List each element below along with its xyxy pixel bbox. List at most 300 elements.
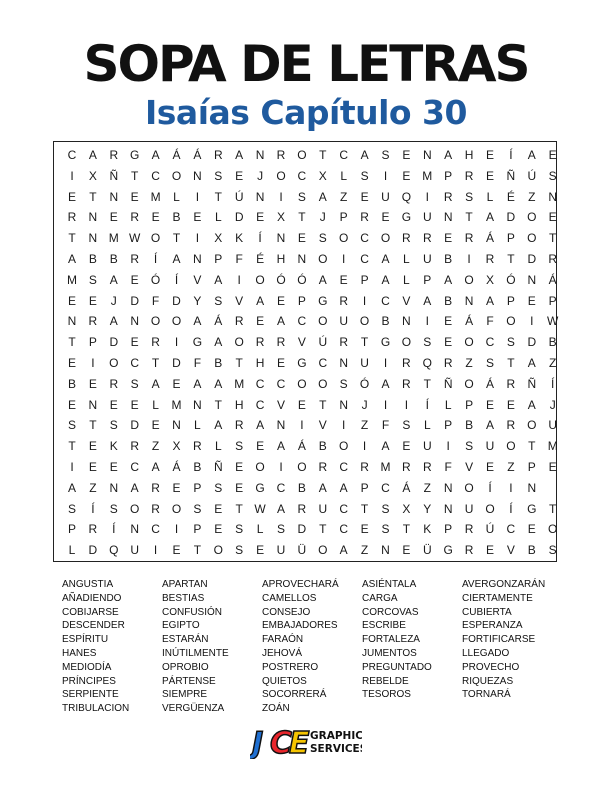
grid-letter: A [485, 418, 494, 433]
grid-letter: S [506, 335, 515, 350]
word-list-item: CONSEJO [262, 606, 311, 618]
grid-letter: E [402, 543, 411, 558]
grid-letter: A [276, 314, 285, 329]
grid-letter: G [130, 148, 140, 162]
grid-letter: A [381, 252, 390, 266]
grid-letter: H [464, 148, 474, 162]
word-list-item: COBIJARSE [62, 606, 119, 618]
grid-letter: C [506, 522, 516, 537]
grid-letter: Í [174, 272, 179, 287]
grid-letter: C [255, 376, 265, 391]
grid-letter: Á [485, 376, 494, 391]
grid-letter: Ñ [443, 376, 453, 391]
grid-letter: C [151, 522, 160, 537]
grid-letter: E [381, 210, 390, 225]
word-list-item: REBELDE [362, 675, 409, 687]
grid-letter: A [339, 480, 348, 495]
grid-letter: L [340, 168, 348, 183]
grid-letter: Ó [297, 272, 307, 287]
grid-letter: Z [507, 460, 515, 474]
grid-letter: O [464, 335, 474, 350]
grid-letter: Y [193, 293, 202, 308]
grid-letter: E [193, 210, 202, 225]
grid-letter: E [360, 189, 369, 204]
grid-letter: Í [91, 501, 95, 516]
grid-letter: N [339, 397, 349, 412]
grid-letter: É [506, 189, 515, 204]
grid-letter: E [548, 210, 557, 225]
word-list-item: CUBIERTA [462, 606, 512, 618]
logo-letter-c: C [270, 726, 293, 759]
grid-letter: I [509, 480, 513, 495]
word-list-item: ESPERANZA [462, 620, 523, 632]
word-list-item: ASIÉNTALA [362, 579, 417, 590]
grid-letter: V [506, 543, 515, 558]
grid-letter: P [506, 231, 515, 246]
word-list-item: OPROBIO [162, 661, 209, 673]
word-list-item: POSTRERO [262, 661, 319, 673]
grid-letter: E [444, 335, 453, 350]
grid-letter: L [403, 252, 410, 266]
word-list-item: CARGA [362, 592, 398, 604]
grid-letter: A [214, 272, 223, 287]
grid-letter: I [362, 293, 367, 308]
grid-letter: G [443, 543, 453, 558]
grid-letter: U [464, 501, 474, 516]
grid-letter: A [130, 480, 139, 495]
grid-letter: E [485, 397, 494, 412]
grid-letter: A [109, 314, 118, 329]
grid-letter: N [339, 356, 349, 370]
grid-letter: A [423, 293, 432, 308]
grid-letter: O [276, 168, 286, 183]
grid-letter: R [88, 314, 98, 329]
grid-letter: S [381, 522, 390, 537]
grid-letter: R [297, 501, 307, 516]
grid-letter: S [214, 480, 223, 495]
grid-letter: F [193, 356, 202, 370]
grid-letter: E [67, 356, 76, 370]
grid-letter: E [130, 272, 139, 287]
grid-letter: G [297, 356, 307, 370]
grid-letter: E [256, 439, 265, 454]
grid-letter: P [360, 272, 369, 287]
grid-letter: O [548, 522, 558, 537]
grid-letter: N [109, 189, 119, 204]
grid-letter: R [151, 335, 160, 350]
grid-letter: R [339, 293, 349, 308]
grid-letter: L [173, 189, 180, 204]
grid-letter: I [425, 314, 429, 329]
grid-row [54, 187, 556, 207]
grid-letter: I [195, 231, 200, 246]
grid-letter: Z [151, 439, 160, 454]
grid-letter: O [527, 418, 537, 433]
grid-letter: V [465, 460, 474, 474]
grid-letter: S [67, 418, 76, 433]
grid-letter: U [339, 314, 349, 329]
grid-letter: X [88, 168, 97, 183]
grid-letter: I [446, 439, 450, 454]
grid-letter: C [276, 376, 286, 391]
grid-letter: U [422, 252, 432, 266]
grid-letter: R [67, 210, 77, 225]
grid-letter: N [130, 522, 140, 537]
grid-row [54, 353, 556, 373]
grid-letter: C [360, 231, 369, 246]
grid-letter: E [297, 397, 306, 412]
grid-letter: S [235, 543, 244, 558]
grid-letter: A [109, 272, 118, 287]
grid-letter: B [527, 543, 536, 558]
grid-letter: E [235, 460, 244, 474]
grid-letter: D [109, 335, 119, 350]
grid-letter: O [527, 210, 537, 225]
grid-letter: R [213, 148, 223, 162]
grid-letter: O [109, 356, 119, 370]
grid-letter: L [256, 522, 264, 537]
grid-row [54, 395, 556, 415]
grid-letter: Í [153, 252, 158, 266]
grid-letter: M [171, 397, 182, 412]
grid-letter: E [485, 460, 494, 474]
grid-letter: E [88, 293, 97, 308]
grid-letter: E [402, 168, 411, 183]
grid-letter: I [383, 397, 388, 412]
grid-letter: Ú [318, 335, 328, 350]
grid-letter: G [318, 293, 328, 308]
grid-letter: J [361, 397, 368, 412]
grid-letter: J [319, 210, 326, 225]
grid-letter: R [464, 231, 474, 246]
grid-letter: S [67, 501, 76, 516]
grid-letter: R [464, 543, 474, 558]
grid-letter: K [423, 522, 432, 537]
grid-letter: Z [465, 356, 473, 370]
grid-row [54, 145, 556, 165]
grid-letter: S [485, 356, 494, 370]
grid-letter: E [88, 439, 97, 454]
grid-letter: I [467, 252, 471, 266]
grid-letter: A [318, 189, 327, 204]
grid-letter: B [88, 252, 97, 266]
grid-letter: A [214, 335, 223, 350]
grid-letter: O [485, 501, 495, 516]
grid-letter: E [172, 543, 181, 558]
grid-letter: E [214, 501, 223, 516]
grid-letter: X [276, 210, 285, 225]
grid-letter: A [256, 293, 265, 308]
grid-letter: I [530, 314, 534, 329]
grid-letter: F [444, 460, 452, 474]
grid-letter: Í [425, 397, 429, 412]
grid-letter: Í [509, 148, 513, 162]
word-list-item: JEHOVÁ [262, 648, 303, 659]
grid-letter: R [548, 252, 558, 266]
grid-letter: S [235, 522, 244, 537]
grid-letter: M [67, 272, 77, 287]
grid-letter: O [318, 543, 328, 558]
grid-letter: R [360, 210, 369, 225]
grid-letter: A [527, 356, 536, 370]
grid-letter: Ñ [109, 168, 119, 183]
grid-letter: A [381, 272, 390, 287]
grid-letter: Q [422, 356, 432, 370]
grid-letter: M [380, 460, 391, 474]
grid-letter: O [401, 335, 412, 350]
grid-letter: E [402, 148, 411, 162]
grid-letter: I [70, 168, 74, 183]
grid-letter: R [464, 522, 474, 537]
grid-letter: G [380, 335, 391, 350]
grid-letter: D [506, 210, 516, 225]
grid-letter: I [383, 356, 388, 370]
grid-letter: D [234, 210, 244, 225]
grid-letter: A [88, 148, 97, 162]
grid-letter: E [172, 480, 181, 495]
grid-letter: L [214, 210, 222, 225]
grid-row [54, 457, 556, 477]
grid-letter: W [254, 501, 266, 516]
grid-letter: R [130, 210, 140, 225]
grid-letter: S [88, 272, 97, 287]
grid-letter: Ú [485, 522, 495, 537]
grid-letter: I [342, 252, 346, 266]
grid-letter: L [194, 418, 201, 433]
grid-letter: T [319, 522, 327, 537]
grid-letter: N [88, 397, 98, 412]
grid-letter: R [318, 460, 328, 474]
grid-letter: R [339, 335, 349, 350]
grid-letter: E [88, 460, 97, 474]
grid-letter: Á [465, 314, 474, 329]
grid-letter: U [422, 439, 432, 454]
grid-letter: T [549, 231, 557, 246]
grid-letter: M [234, 376, 245, 391]
grid-letter: P [527, 460, 536, 474]
grid-letter: S [381, 501, 390, 516]
grid-letter: R [151, 480, 160, 495]
word-list-item: ESCRIBE [362, 620, 406, 632]
grid-letter: N [88, 210, 98, 225]
grid-letter: R [485, 252, 495, 266]
grid-letter: H [234, 397, 244, 412]
grid-letter: U [381, 189, 390, 204]
grid-letter: N [402, 314, 411, 329]
grid-letter: K [109, 439, 118, 454]
grid-letter: B [548, 335, 557, 350]
grid-letter: S [402, 418, 411, 433]
grid-letter: O [318, 376, 328, 391]
grid-letter: B [381, 314, 390, 329]
grid-letter: J [549, 397, 556, 412]
grid-letter: E [527, 522, 536, 537]
grid-letter: D [130, 418, 140, 433]
grid-letter: E [548, 148, 557, 162]
grid-letter: U [318, 501, 328, 516]
grid-letter: O [359, 314, 370, 329]
grid-letter: I [195, 189, 200, 204]
grid-letter: N [130, 314, 140, 329]
grid-letter: I [300, 418, 304, 433]
grid-letter: O [171, 168, 182, 183]
word-list-item: FORTALEZA [362, 634, 420, 646]
grid-letter: O [380, 231, 391, 246]
grid-letter: T [507, 252, 515, 266]
word-list-item: FORTIFICARSE [462, 634, 536, 646]
word-list-item: RIQUEZAS [462, 675, 514, 687]
grid-letter: R [360, 460, 369, 474]
grid-letter: N [67, 314, 77, 329]
word-list-item: ESTARÁN [162, 634, 209, 646]
grid-letter: E [485, 168, 494, 183]
grid-letter: Ñ [213, 460, 223, 474]
grid-letter: E [130, 189, 139, 204]
grid-letter: E [172, 376, 181, 391]
grid-letter: G [401, 210, 412, 225]
grid-letter: O [339, 231, 349, 246]
grid-letter: G [255, 480, 265, 495]
grid-letter: U [276, 543, 286, 558]
grid-letter: U [130, 543, 140, 558]
grid-letter: T [528, 439, 536, 454]
grid-letter: C [339, 522, 349, 537]
grid-letter: R [443, 356, 453, 370]
grid-letter: A [485, 293, 494, 308]
grid-letter: C [255, 397, 265, 412]
grid-letter: Z [340, 189, 348, 204]
grid-row [54, 166, 556, 186]
grid-row [54, 499, 556, 519]
grid-letter: T [89, 418, 97, 433]
grid-letter: S [235, 439, 244, 454]
grid-letter: E [130, 397, 139, 412]
grid-letter: O [506, 439, 516, 454]
word-list-item: PÁRTENSE [162, 675, 216, 687]
grid-letter: E [256, 314, 265, 329]
grid-letter: N [193, 252, 202, 266]
word-list-item: QUIETOS [262, 675, 307, 687]
grid-letter: F [235, 252, 243, 266]
grid-letter: Á [402, 480, 411, 495]
grid-letter: F [486, 314, 494, 329]
grid-letter: W [129, 231, 141, 246]
grid-letter: O [339, 439, 349, 454]
grid-letter: T [151, 356, 160, 370]
grid-letter: C [381, 480, 390, 495]
grid-row [54, 228, 556, 248]
grid-letter: A [256, 418, 265, 433]
grid-letter: T [423, 376, 431, 391]
word-list-item: SIEMPRE [162, 689, 208, 701]
grid-letter: W [547, 314, 559, 329]
grid-letter: Ó [276, 272, 286, 287]
grid-letter: T [68, 231, 76, 246]
grid-letter: O [234, 335, 244, 350]
word-list-item: FARAÓN [262, 634, 304, 646]
grid-letter: M [150, 189, 161, 204]
logo-mark [250, 723, 362, 759]
word-list-item: VERGÜENZA [162, 703, 225, 715]
grid-letter: Z [528, 189, 536, 204]
grid-letter: E [67, 397, 76, 412]
grid-letter: E [235, 168, 244, 183]
grid-letter: N [548, 189, 558, 204]
grid-letter: T [172, 231, 181, 246]
grid-letter: N [255, 148, 265, 162]
grid-row [54, 415, 556, 435]
grid-letter: I [362, 439, 367, 454]
grid-letter: S [297, 189, 306, 204]
grid-letter: L [214, 439, 222, 454]
grid-letter: R [234, 418, 244, 433]
grid-letter: O [318, 252, 328, 266]
grid-letter: A [381, 376, 390, 391]
grid-letter: T [465, 210, 473, 225]
grid-letter: Á [214, 314, 223, 329]
grid-letter: S [360, 168, 369, 183]
grid-letter: A [193, 376, 202, 391]
grid-letter: R [234, 314, 244, 329]
grid-letter: T [235, 356, 243, 370]
grid-letter: Z [423, 480, 431, 495]
grid-letter: R [276, 148, 286, 162]
grid-letter: O [297, 460, 307, 474]
grid-letter: P [444, 522, 453, 537]
grid-letter: P [339, 210, 348, 225]
grid-letter: A [381, 439, 390, 454]
grid-letter: E [67, 293, 76, 308]
grid-letter: O [255, 460, 265, 474]
word-list-item: HANES [62, 648, 97, 659]
grid-letter: A [527, 148, 536, 162]
grid-letter: L [486, 189, 494, 204]
grid-letter: J [110, 293, 117, 308]
grid-letter: R [130, 252, 140, 266]
grid-letter: E [485, 148, 494, 162]
word-list-item: APARTAN [162, 579, 208, 590]
grid-letter: O [171, 314, 182, 329]
grid-letter: T [214, 397, 222, 412]
grid-letter: S [109, 418, 118, 433]
grid-letter: I [153, 543, 158, 558]
grid-row [54, 270, 556, 290]
letter-grid [53, 141, 557, 562]
grid-letter: R [422, 231, 432, 246]
logo-line1: GRAPHIC [310, 730, 362, 742]
grid-letter: N [297, 252, 307, 266]
grid-letter: A [276, 501, 285, 516]
grid-letter: I [383, 168, 388, 183]
grid-letter: E [67, 189, 76, 204]
grid-letter: T [68, 439, 76, 454]
grid-letter: O [297, 148, 307, 162]
grid-letter: P [67, 522, 76, 537]
grid-letter: A [214, 376, 223, 391]
grid-letter: E [214, 522, 223, 537]
logo-line2: SERVICES [310, 743, 362, 755]
grid-letter: E [276, 293, 285, 308]
grid-letter: R [402, 231, 411, 246]
word-list-item: AÑADIENDO [62, 592, 122, 604]
grid-letter: O [527, 231, 537, 246]
word-list-item: EGIPTO [162, 620, 200, 632]
grid-letter: D [88, 543, 98, 558]
grid-letter: H [255, 356, 265, 370]
grid-letter: S [465, 439, 474, 454]
grid-letter: Ó [150, 272, 161, 287]
grid-letter: I [174, 335, 179, 350]
